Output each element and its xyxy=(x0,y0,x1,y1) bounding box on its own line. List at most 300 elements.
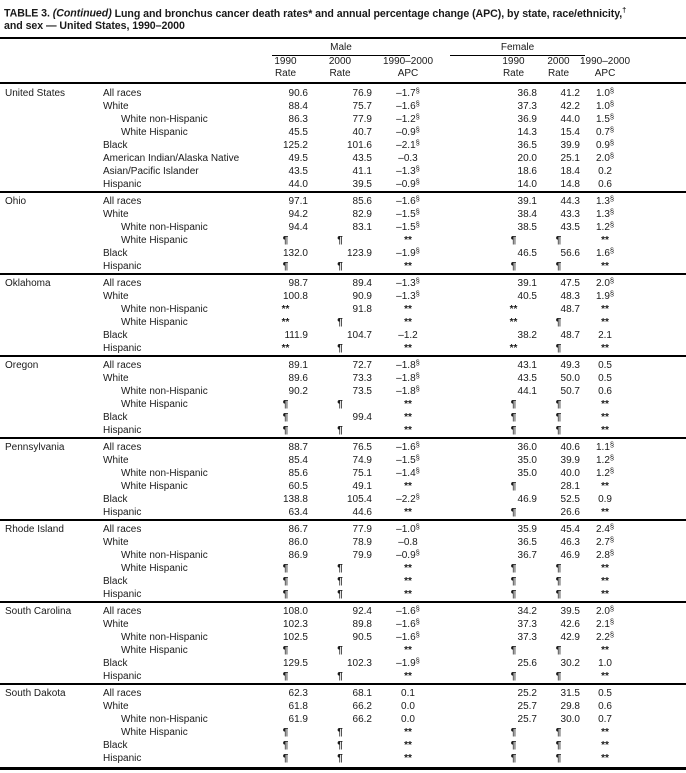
spacer xyxy=(444,520,490,536)
value-cell: 0.5 xyxy=(580,356,630,372)
value-cell: ** xyxy=(404,342,412,354)
race-ethnicity-label: White non-Hispanic xyxy=(121,549,208,561)
value-cell: ** xyxy=(404,260,412,272)
col-header-male-2000: 2000 xyxy=(328,55,352,67)
spacer xyxy=(630,316,686,329)
spacer xyxy=(444,178,490,192)
race-ethnicity-label: White xyxy=(103,454,129,466)
value-cell: 42.2 xyxy=(560,100,580,112)
value-cell: 20.0 xyxy=(517,152,537,164)
value-cell: 1.3§ xyxy=(595,207,615,220)
spacer xyxy=(444,113,490,126)
value-cell: –1.5§ xyxy=(396,207,420,220)
spacer xyxy=(444,356,490,372)
race-ethnicity-label: White xyxy=(103,100,129,112)
spacer xyxy=(630,56,686,68)
value-cell: 94.4 xyxy=(288,221,308,233)
table-row xyxy=(0,684,686,700)
value-cell: ¶ xyxy=(282,398,289,410)
value-cell: 86.7 xyxy=(263,520,308,536)
value-cell: 89.8 xyxy=(352,618,372,630)
value-cell: 94.2 xyxy=(288,208,308,220)
value-cell: ** xyxy=(404,562,412,574)
state-label xyxy=(0,178,95,192)
spacer xyxy=(444,424,490,438)
spacer xyxy=(444,618,490,631)
value-cell: ** xyxy=(601,398,609,410)
data-table xyxy=(0,39,686,767)
spacer xyxy=(630,221,686,234)
value-cell: ¶ xyxy=(555,739,562,751)
race-ethnicity-label: White Hispanic xyxy=(121,480,188,492)
value-cell: 0.6 xyxy=(598,385,612,397)
value-cell: 47.5 xyxy=(537,274,580,290)
value-cell: –0.9§ xyxy=(396,548,420,561)
table-row xyxy=(0,739,686,752)
value-cell: 1.2§ xyxy=(595,466,615,479)
value-cell: –1.6§ xyxy=(372,602,444,618)
value-cell: 38.5 xyxy=(517,221,537,233)
value-cell: 129.5 xyxy=(282,657,308,669)
value-cell: 36.7 xyxy=(517,549,537,561)
spacer xyxy=(444,575,490,588)
spacer xyxy=(444,739,490,752)
value-cell: 0.5 xyxy=(598,372,612,384)
spacer xyxy=(444,68,490,83)
value-cell: ** xyxy=(404,644,412,656)
value-cell: ** xyxy=(509,303,518,315)
spacer xyxy=(630,713,686,726)
value-cell: –1.5§ xyxy=(396,220,420,233)
race-ethnicity-label: Black xyxy=(103,247,128,259)
value-cell: 85.6 xyxy=(288,467,308,479)
value-cell: 75.1 xyxy=(352,467,372,479)
table-row xyxy=(0,83,686,100)
table-row xyxy=(0,385,686,398)
spacer xyxy=(444,398,490,411)
race-ethnicity-label: White Hispanic xyxy=(121,126,188,138)
value-cell: ** xyxy=(601,752,609,764)
col-header-female-1990: 1990 xyxy=(502,55,525,67)
table-row xyxy=(0,290,686,303)
spacer xyxy=(444,752,490,767)
state-label: South Dakota xyxy=(0,684,95,700)
value-cell: 76.5 xyxy=(308,438,372,454)
value-cell: ¶ xyxy=(337,342,343,354)
value-cell: 0.0 xyxy=(401,713,415,725)
value-cell: ¶ xyxy=(555,398,562,410)
value-cell: 49.5 xyxy=(288,152,308,164)
year-header-row xyxy=(0,56,686,68)
state-label: Oklahoma xyxy=(0,274,95,290)
value-cell: 76.9 xyxy=(352,87,372,99)
spacer xyxy=(444,385,490,398)
table-row xyxy=(0,575,686,588)
col-header-male-rate-1990: Rate xyxy=(263,68,308,83)
value-cell: ** xyxy=(281,342,290,354)
value-cell: ** xyxy=(404,234,412,246)
value-cell: 29.8 xyxy=(560,700,580,712)
col-header-female-rate-2000: Rate xyxy=(537,68,580,83)
table-header xyxy=(0,39,686,83)
value-cell: ** xyxy=(601,739,609,751)
race-ethnicity-label: Black xyxy=(103,493,128,505)
value-cell: 46.5 xyxy=(517,247,537,259)
value-cell: 48.3 xyxy=(560,290,580,302)
value-cell: ¶ xyxy=(282,424,289,436)
value-cell: 89.6 xyxy=(288,372,308,384)
value-cell: 0.9 xyxy=(598,493,612,505)
spacer xyxy=(630,684,686,700)
value-cell: 36.5 xyxy=(517,139,537,151)
spacer xyxy=(444,372,490,385)
value-cell: 25.7 xyxy=(517,713,537,725)
value-cell: ¶ xyxy=(555,316,562,328)
value-cell: ** xyxy=(601,411,609,423)
col-header-male-range: 1990–2000 xyxy=(382,55,434,67)
value-cell: 85.4 xyxy=(288,454,308,466)
spacer xyxy=(630,139,686,152)
table-row xyxy=(0,424,686,438)
value-cell: ** xyxy=(404,398,412,410)
value-cell: ** xyxy=(404,726,412,738)
value-cell: 100.8 xyxy=(282,290,308,302)
state-label xyxy=(0,152,95,165)
value-cell: ** xyxy=(404,480,412,492)
value-cell: 37.3 xyxy=(517,631,537,643)
spacer xyxy=(630,644,686,657)
spacer xyxy=(630,385,686,398)
value-cell: ** xyxy=(404,506,412,518)
value-cell: 91.8 xyxy=(352,303,372,315)
value-cell: 0.2 xyxy=(598,165,612,177)
race-ethnicity-label: All races xyxy=(95,356,263,372)
table-row xyxy=(0,356,686,372)
table-row xyxy=(0,372,686,385)
race-ethnicity-label: All races xyxy=(103,87,142,99)
race-ethnicity-label: White non-Hispanic xyxy=(121,303,208,315)
table-row xyxy=(0,752,686,767)
value-cell: 2.4§ xyxy=(580,520,630,536)
value-cell: ** xyxy=(601,234,609,246)
spacer xyxy=(0,56,263,68)
value-cell: 36.5 xyxy=(517,536,537,548)
table-row xyxy=(0,178,686,192)
race-ethnicity-label: Hispanic xyxy=(103,752,142,764)
race-ethnicity-label: White non-Hispanic xyxy=(121,467,208,479)
value-cell: 1.0 xyxy=(598,657,612,669)
value-cell: 46.3 xyxy=(560,536,580,548)
state-label xyxy=(0,126,95,139)
value-cell: ¶ xyxy=(282,726,289,738)
spacer xyxy=(630,208,686,221)
spacer xyxy=(444,234,490,247)
value-cell: –1.0§ xyxy=(372,520,444,536)
table-title-line1 xyxy=(4,4,682,20)
value-cell: 39.9 xyxy=(560,454,580,466)
table-row xyxy=(0,342,686,356)
race-ethnicity-label: Asian/Pacific Islander xyxy=(103,165,199,177)
value-cell: 88.7 xyxy=(263,438,308,454)
value-cell: 102.3 xyxy=(346,657,372,669)
value-cell: 25.2 xyxy=(490,684,537,700)
table-title xyxy=(0,0,686,35)
value-cell: –1.8§ xyxy=(396,371,420,384)
value-cell: ** xyxy=(601,424,609,436)
value-cell: –1.3§ xyxy=(372,274,444,290)
value-cell: 35.0 xyxy=(517,467,537,479)
state-label xyxy=(0,480,95,493)
value-cell: 2.7§ xyxy=(595,535,615,548)
spacer xyxy=(444,588,490,602)
value-cell: 88.4 xyxy=(288,100,308,112)
col-header-male-apc: APC xyxy=(372,68,444,83)
value-cell: 36.0 xyxy=(490,438,537,454)
value-cell: ** xyxy=(509,342,518,354)
value-cell: ¶ xyxy=(510,260,517,272)
value-cell: ** xyxy=(601,342,609,354)
spacer xyxy=(630,260,686,274)
value-cell: ¶ xyxy=(337,752,343,764)
value-cell: 2.1§ xyxy=(595,617,615,630)
spacer xyxy=(444,644,490,657)
value-cell: 2.2§ xyxy=(595,630,615,643)
value-cell: –1.3§ xyxy=(396,289,420,302)
value-cell: –0.3 xyxy=(398,152,418,164)
value-cell: 0.6 xyxy=(598,178,612,190)
spacer xyxy=(630,726,686,739)
value-cell: 0.5 xyxy=(580,684,630,700)
spacer xyxy=(444,165,490,178)
spacer xyxy=(630,329,686,342)
value-cell: ** xyxy=(601,260,609,272)
value-cell: ¶ xyxy=(510,234,517,246)
spacer xyxy=(630,424,686,438)
spacer xyxy=(444,303,490,316)
value-cell: ** xyxy=(404,303,412,315)
value-cell: ¶ xyxy=(555,411,562,423)
sex-group-row xyxy=(0,39,686,56)
table-row xyxy=(0,234,686,247)
value-cell: 25.7 xyxy=(517,700,537,712)
spacer xyxy=(630,68,686,83)
value-cell: 1.2§ xyxy=(595,220,615,233)
table-row xyxy=(0,165,686,178)
value-cell: 86.0 xyxy=(288,536,308,548)
spacer xyxy=(630,506,686,520)
value-cell: 48.7 xyxy=(560,303,580,315)
race-ethnicity-label: White Hispanic xyxy=(121,644,188,656)
spacer xyxy=(444,480,490,493)
value-cell: ** xyxy=(281,316,290,328)
value-cell: ** xyxy=(601,562,609,574)
spacer xyxy=(630,192,686,208)
female-group-label: Female xyxy=(450,41,585,56)
value-cell: ¶ xyxy=(337,562,343,574)
value-cell: 89.4 xyxy=(308,274,372,290)
spacer xyxy=(444,126,490,139)
table-row xyxy=(0,126,686,139)
value-cell: 14.0 xyxy=(517,178,537,190)
value-cell: ¶ xyxy=(555,562,562,574)
race-ethnicity-label: All races xyxy=(95,684,263,700)
value-cell: –0.9§ xyxy=(396,125,420,138)
table-row xyxy=(0,303,686,316)
state-label xyxy=(0,234,95,247)
state-label xyxy=(0,618,95,631)
state-label xyxy=(0,208,95,221)
value-cell: ¶ xyxy=(555,588,562,600)
value-cell: ¶ xyxy=(555,644,562,656)
table-row xyxy=(0,316,686,329)
value-cell: 30.2 xyxy=(560,657,580,669)
state-label xyxy=(0,575,95,588)
value-cell: ¶ xyxy=(337,588,343,600)
state-label xyxy=(0,506,95,520)
value-cell: –0.8 xyxy=(398,536,418,548)
value-cell: 44.0 xyxy=(560,113,580,125)
state-label xyxy=(0,372,95,385)
spacer xyxy=(630,549,686,562)
value-cell: –2.1§ xyxy=(396,138,420,151)
value-cell: 0.6 xyxy=(598,700,612,712)
race-ethnicity-label: Hispanic xyxy=(103,588,142,600)
value-cell: 43.3 xyxy=(560,208,580,220)
race-ethnicity-label: White Hispanic xyxy=(121,316,188,328)
spacer xyxy=(444,726,490,739)
value-cell: ¶ xyxy=(510,752,517,764)
value-cell: 0.7 xyxy=(598,713,612,725)
value-cell: 66.2 xyxy=(352,713,372,725)
value-cell: ¶ xyxy=(337,398,343,410)
table-row xyxy=(0,467,686,480)
race-ethnicity-label: Black xyxy=(103,657,128,669)
value-cell: ¶ xyxy=(510,411,517,423)
spacer xyxy=(630,247,686,260)
value-cell: ¶ xyxy=(510,562,517,574)
state-label xyxy=(0,139,95,152)
table-row xyxy=(0,549,686,562)
value-cell: 1.1§ xyxy=(580,438,630,454)
value-cell: 85.6 xyxy=(308,192,372,208)
spacer xyxy=(630,700,686,713)
table-row xyxy=(0,247,686,260)
spacer xyxy=(444,221,490,234)
spacer xyxy=(630,126,686,139)
value-cell: 50.0 xyxy=(560,372,580,384)
spacer xyxy=(630,618,686,631)
value-cell: 2.0§ xyxy=(580,602,630,618)
race-ethnicity-label: All races xyxy=(95,438,263,454)
spacer xyxy=(630,356,686,372)
value-cell: 39.5 xyxy=(352,178,372,190)
spacer xyxy=(444,713,490,726)
value-cell: 45.4 xyxy=(537,520,580,536)
value-cell: ¶ xyxy=(510,398,517,410)
value-cell: 39.1 xyxy=(490,274,537,290)
race-ethnicity-label: Black xyxy=(103,329,128,341)
value-cell: 40.5 xyxy=(517,290,537,302)
spacer xyxy=(444,411,490,424)
table-row xyxy=(0,438,686,454)
value-cell: –1.9§ xyxy=(396,656,420,669)
table-row xyxy=(0,100,686,113)
spacer xyxy=(630,100,686,113)
value-cell: 1.2§ xyxy=(595,453,615,466)
value-cell: 75.7 xyxy=(352,100,372,112)
table-row xyxy=(0,700,686,713)
spacer xyxy=(630,602,686,618)
spacer xyxy=(444,274,490,290)
spacer xyxy=(630,165,686,178)
race-ethnicity-label: White Hispanic xyxy=(121,398,188,410)
value-cell: ¶ xyxy=(510,726,517,738)
value-cell: –1.6§ xyxy=(396,617,420,630)
value-cell: 78.9 xyxy=(352,536,372,548)
title-text: Lung and bronchus cancer death rates* and annual percentage change (APC), by state, race/ethnicity,† xyxy=(111,5,627,20)
spacer xyxy=(630,438,686,454)
value-cell: 132.0 xyxy=(282,247,308,259)
spacer xyxy=(444,684,490,700)
state-label xyxy=(0,303,95,316)
spacer xyxy=(630,372,686,385)
value-cell: 90.2 xyxy=(288,385,308,397)
value-cell: 77.9 xyxy=(308,520,372,536)
value-cell: 92.4 xyxy=(308,602,372,618)
race-ethnicity-label: White non-Hispanic xyxy=(121,713,208,725)
table-row xyxy=(0,411,686,424)
spacer xyxy=(444,467,490,480)
spacer xyxy=(630,575,686,588)
table-title-line2: and sex — United States, 1990–2000 xyxy=(4,20,185,33)
value-cell: –1.2 xyxy=(398,329,418,341)
spacer xyxy=(630,631,686,644)
value-cell: 101.6 xyxy=(346,139,372,151)
value-cell: –1.2§ xyxy=(396,112,420,125)
table-label: TABLE 3. xyxy=(4,7,53,20)
race-ethnicity-label: All races xyxy=(95,602,263,618)
value-cell: ** xyxy=(509,316,518,328)
state-label: United States xyxy=(5,87,66,99)
table-row xyxy=(0,562,686,575)
value-cell: ¶ xyxy=(282,562,289,574)
spacer xyxy=(444,342,490,356)
race-ethnicity-label: White xyxy=(103,618,129,630)
state-label xyxy=(0,329,95,342)
spacer xyxy=(630,39,686,56)
value-cell: 98.7 xyxy=(263,274,308,290)
value-cell: 49.3 xyxy=(537,356,580,372)
state-label xyxy=(0,221,95,234)
spacer xyxy=(630,398,686,411)
male-group-label: Male xyxy=(272,41,410,56)
value-cell: 46.9 xyxy=(560,549,580,561)
table-row xyxy=(0,329,686,342)
value-cell: 2.1 xyxy=(598,329,612,341)
value-cell: ¶ xyxy=(337,670,343,682)
col-header-female-range: 1990–2000 xyxy=(580,55,631,67)
value-cell: ** xyxy=(404,670,412,682)
value-cell: 14.8 xyxy=(560,178,580,190)
value-cell: 73.3 xyxy=(352,372,372,384)
value-cell: ** xyxy=(601,575,609,587)
state-label xyxy=(0,739,95,752)
race-ethnicity-label: Hispanic xyxy=(103,424,142,436)
race-ethnicity-label: Hispanic xyxy=(103,670,142,682)
value-cell: 52.5 xyxy=(560,493,580,505)
spacer xyxy=(444,152,490,165)
table-row xyxy=(0,274,686,290)
